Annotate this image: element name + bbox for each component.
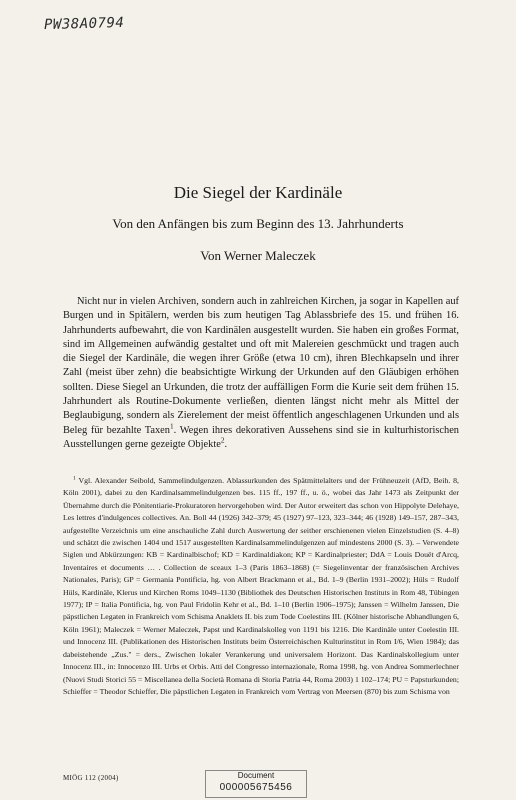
- journal-footer: MIÖG 112 (2004): [63, 774, 119, 782]
- footnote-number: 1: [73, 475, 76, 482]
- stamp-label: Document: [237, 771, 275, 780]
- footnote-ref-1: 1: [170, 422, 174, 431]
- body-paragraph: [63, 295, 459, 452]
- footnote-text: Vgl. Alexander Seibold, Sammelindulgenzen. Ablassurkunden des Spätmittelalters und der Frühneuzeit (AfD, Beih. 8, Köln 2001), dabei zu den Kardinalsammelindulgenzen bes. 115 ff., 197 ff., u. ö., wobei das Jahr 1473 als Zeitpunkt der Übernahme durch die Pönitentiarie-Prokuratoren hervorgehoben wird. Der Autor erweitert das schon von Hippolyte Delehaye, Les lettres d'indulgences collectives. An. Boll 44 (1926) 342–379; 45 (1927) 97–123, 323–344; 46 (1928) 149–157, 287–343, aufgestellte Verzeichnis um eine anschauliche Zahl durch Auswertung der seither erschienenen vielen Einzelstudien (S. 4–8) und schätzt die zwischen 1404 und 1517 ausgestellten Kardinalsammelindulgenzen auf mindestens 2000 (S. 3). – Verwendete Siglen und Abkürzungen: KB = Kardinalbischof; KD = Kardinaldiakon; KP = Kardinalpriester; DdA = Louis Douët d'Arcq, Inventaires et documents … . Collection de sceaux 1–3 (Paris 1863–1868) (= Siegelinventar der französischen Archives Nationales, Paris); GP = Germania Pontificia, hg. von Albert Brackmann et al., Bd. 1–9 (Berlin 1931–2002); Hüls = Rudolf Hüls, Kardinäle, Klerus und Kirchen Roms 1049–1130 (Bibliothek des Deutschen Historischen Instituts in Rom 48, Tübingen 1977); IP = Italia Pontificia, hg. von Paul Fridolin Kehr et al., Bd. 1–10 (Berlin 1906–1975); Janssen = Wilhelm Janssen, Die päpstlichen Legaten in Frankreich vom Schisma Anaklets II. bis zum Tode Coelestins III. (Kölner historische Abhandlungen 6, Köln 1961); Maleczek = Werner Maleczek, Papst und Kardinalskolleg von 1191 bis 1216. Die Kardinäle unter Coelestin III. und Innocenz III. (Publikationen des Historischen Instituts beim Österreichischen Kulturinstitut in Rom I/6, Wien 1984); das dabeistehende „Zus." = ders., Zwischen lokaler Verankerung und universalem Horizont. Das Kardinalskollegium unter Innocenz III., in: Innocenzo III. Urbs et Orbis. Atti del Congresso internazionale, Roma 1998, hg. von Andrea Sommerlechner (Nuovi Studi Storici 55 = Miscellanea della Società Romana di Storia Patria 44, Roma 2003) 1 102–174; PU = Papsturkunden; Schieffer = Theodor Schieffer, Die päpstlichen Legaten in Frankreich vom Vertrag von Meersen (870) bis zum Schisma von: [63, 476, 459, 696]
- body-paragraph-end: . Wegen ihres dekorativen Aussehens sind sie in kulturhistorischen Ausstellungen gerne gezeigte Objekte: [63, 424, 460, 450]
- body-text: [63, 295, 459, 452]
- body-paragraph-final: .: [224, 438, 228, 450]
- article-author: Von Werner Maleczek: [200, 248, 316, 263]
- footnote-block: [63, 475, 459, 698]
- footnote-1: [63, 475, 459, 698]
- article-subtitle: Von den Anfängen bis zum Beginn des 13. Jahrhunderts: [112, 216, 404, 231]
- barcode-number: 000005675456: [219, 782, 293, 793]
- document-stamp: [205, 770, 307, 798]
- body-paragraph-start: Nicht nur in vielen Archiven, sondern auch in zahlreichen Kirchen, ja sogar in Kapellen auf Burgen und in Spitälern, werden bis zum heutigen Tag Ablassbriefe des 15. und frühen 16. Jahrhunderts aufbewahrt, die von Kardinälen ausgestellt wurden. Sie haben ein großes Format, sind im Allgemeinen aufwändig gestaltet und oft mit Malereien geschmückt und tragen auch die Siegel der Kardinäle, die wegen ihrer Größe (etwa 10 cm), ihren Blechkapseln und ihrer Zahl (meist über zehn) die beabsichtigte Wirkung der Urkunden auf den Gläubigen erhöhen sollten. Diese Siegel an Urkunden, die trotz der auffälligen Form die Kurie seit dem frühen 15. Jahrhundert als Routine-Dokumente verließen, dienten längst nicht mehr als Mittel der Beglaubigung, sondern als Zierelement der meist öffentlich angeschlagenen Urkunden und als Beleg für bezahlte Taxen: [63, 296, 459, 436]
- article-title: Die Siegel der Kardinäle: [173, 183, 343, 202]
- footnote-ref-2: 2: [220, 436, 225, 445]
- handwritten-shelfmark: PW38A0794: [43, 14, 125, 34]
